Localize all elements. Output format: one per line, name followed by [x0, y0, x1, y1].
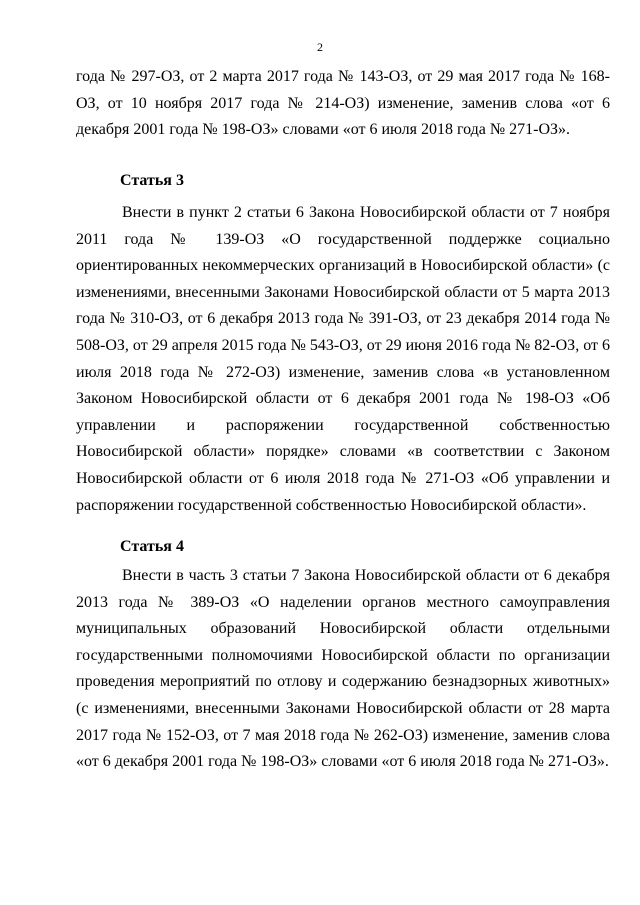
article-3-body [76, 200, 610, 519]
paragraph-text: года № 297-ОЗ, от 2 марта 2017 года № 143-ОЗ, от 29 мая 2017 года № 168-ОЗ, от 10 ноября 2017 года № 214-ОЗ) изменение, заменив слова «от 6 декабря 2001 года № 198-ОЗ» словами «от 6 июля 2018 года № 271-ОЗ». [76, 68, 610, 139]
article-4-heading: Статья 4 [120, 538, 184, 555]
article-4-body [76, 563, 610, 776]
page-number: 2 [317, 40, 323, 54]
continuation-paragraph [76, 64, 610, 144]
paragraph-text: Внести в пункт 2 статьи 6 Закона Новосибирской области от 7 ноября 2011 года № 139-ОЗ «О государственной поддержке социально ориентированных некоммерческих организаций в Новосибирской области» (с изменениями, внесенными Законами Новосибирской области от 5 марта 2013 года № 310-ОЗ, от 6 декабря 2013 года № 391-ОЗ, от 23 декабря 2014 года № 508-ОЗ, от 29 апреля 2015 года № 543-ОЗ, от 29 июня 2016 года № 82-ОЗ, от 6 июля 2018 года № 272-ОЗ) изменение, заменив слова «в установленном Законом Новосибирской области от 6 декабря 2001 года № 198-ОЗ «Об управлении и распоряжении государственной собственностью Новосибирской области» порядке» словами «в соответствии с Законом Новосибирской области от 6 июля 2018 года № 271-ОЗ «Об управлении и распоряжении государственной собственностью Новосибирской области». [76, 204, 610, 514]
article-3-heading: Статья 3 [120, 172, 184, 189]
paragraph-text: Внести в часть 3 статьи 7 Закона Новосибирской области от 6 декабря 2013 года № 389-ОЗ «О наделении органов местного самоуправления муниципальных образований Новосибирской области отдельными государственными полномочиями Новосибирской области по организации проведения мероприятий по отлову и содержанию безнадзорных животных» (с изменениями, внесенными Законами Новосибирской области от 28 марта 2017 года № 152-ОЗ, от 7 мая 2018 года № 262-ОЗ) изменение, заменив слова «от 6 декабря 2001 года № 198-ОЗ» словами «от 6 июля 2018 года № 271-ОЗ». [76, 567, 610, 771]
